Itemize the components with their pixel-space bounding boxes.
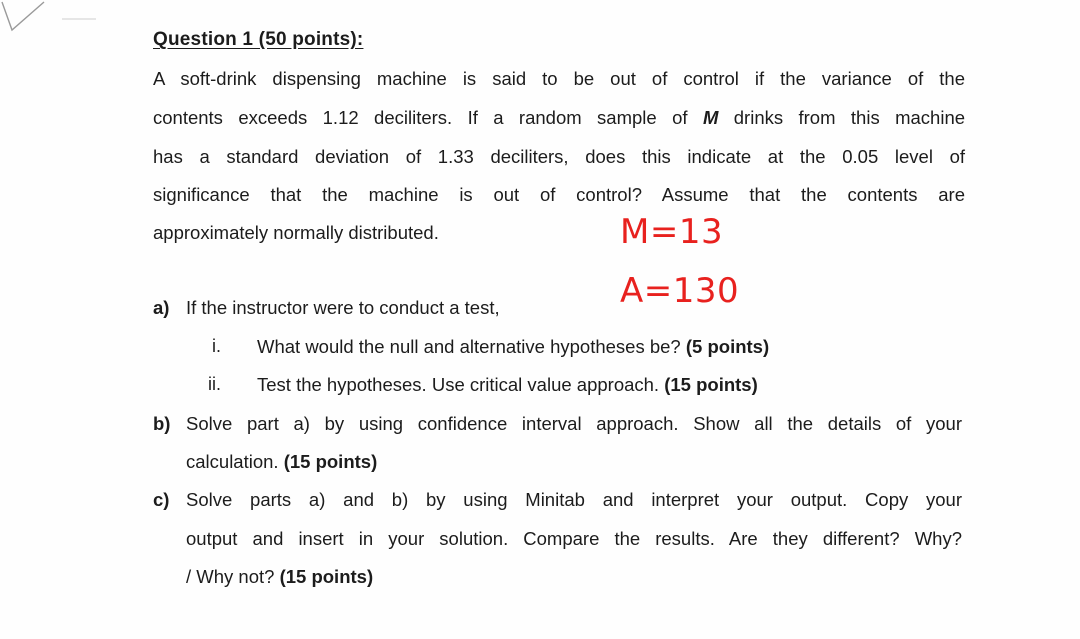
variable-m: M [702, 107, 719, 128]
part-c-label: c) [153, 489, 170, 510]
part-a-label: a) [153, 297, 170, 318]
part-a-i-line [257, 336, 769, 358]
part-a-i-points: (5 points) [685, 336, 770, 357]
part-a-ii-label: ii. [208, 374, 221, 394]
part-c-line-3 [186, 566, 373, 588]
part-b-line-2 [186, 451, 377, 473]
question-line-4: significance that the machine is out of control? Assume that the contents are [153, 184, 965, 205]
question-line-3: has a standard deviation of 1.33 deciliters, does this indicate at the 0.05 level of [153, 146, 965, 167]
handwritten-m-value: M=13 [620, 212, 724, 252]
part-a-ii-line [257, 374, 758, 396]
part-c-line-2: output and insert in your solution. Compare the results. Are they different? Why? [186, 528, 962, 549]
question-line-5: approximately normally distributed. [153, 222, 439, 243]
question-line-2 [153, 107, 965, 129]
question-line-2-start: contents exceeds 1.12 deciliters. If a random sample of [153, 107, 688, 128]
part-a-i-text: What would the null and alternative hypotheses be? [257, 336, 681, 357]
corner-check-mark [0, 0, 110, 40]
part-b-line-2-text: calculation. [186, 451, 279, 472]
part-a-ii-points: (15 points) [664, 374, 758, 395]
part-c-line-1: Solve parts a) and b) by using Minitab and interpret your output. Copy your [186, 489, 962, 510]
part-b-line-1: Solve part a) by using confidence interval approach. Show all the details of your [186, 413, 962, 434]
handwritten-a-value: A=130 [620, 271, 740, 311]
part-c-points: (15 points) [279, 566, 374, 587]
part-c-line-3-text: / Why not? [186, 566, 275, 587]
question-title: Question 1 (50 points): [153, 29, 364, 50]
part-b-points: (15 points) [283, 451, 378, 472]
question-line-1: A soft-drink dispensing machine is said to be out of control if the variance of the [153, 68, 965, 89]
part-a-ii-text: Test the hypotheses. Use critical value approach. [257, 374, 660, 395]
part-b-label: b) [153, 413, 171, 434]
part-a-text: If the instructor were to conduct a test, [186, 297, 500, 318]
part-a-i-label: i. [212, 336, 221, 356]
question-line-2-end: drinks from this machine [733, 107, 966, 128]
